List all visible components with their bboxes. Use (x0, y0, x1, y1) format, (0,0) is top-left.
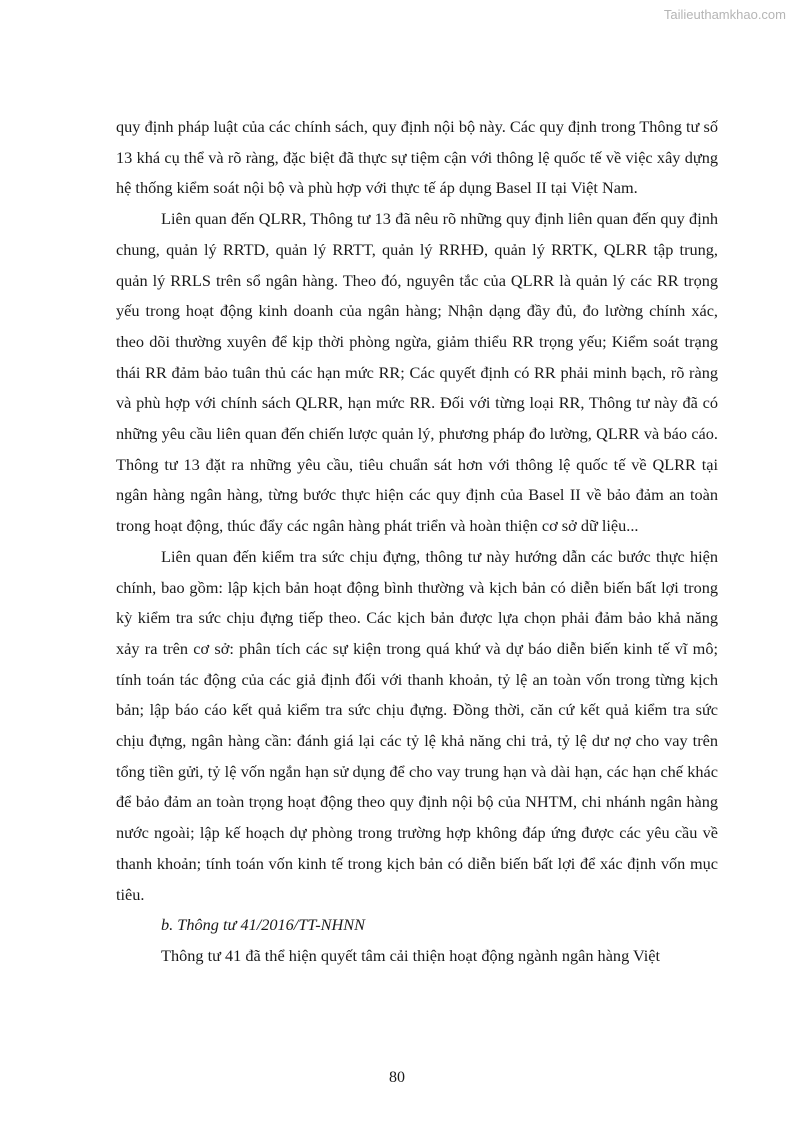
section-subheading: b. Thông tư 41/2016/TT-NHNN (161, 915, 365, 935)
watermark-text: Tailieuthamkhao.com (663, 7, 786, 22)
paragraph-4: Thông tư 41 đã thể hiện quyết tâm cải thiện hoạt động ngành ngân hàng Việt (161, 945, 661, 965)
paragraph-2: Liên quan đến QLRR, Thông tư 13 đã nêu rõ những quy định liên quan đến quy định chung, quản lý RRTD, quản lý RRTT, quản lý RRHĐ, quản lý RRTK, QLRR tập trung, quản lý RRLS trên sổ ngân hàng. Theo đó, nguyên tắc của QLRR là quản lý các RR trọng yếu trong hoạt động kinh doanh của ngân hàng; Nhận dạng đầy đủ, đo lường chính xác, theo dõi thường xuyên để kịp thời phòng ngừa, giảm thiểu RR trọng yếu; Kiểm soát trạng thái RR đảm bảo tuân thủ các hạn mức RR; Các quyết định có RR phải minh bạch, rõ ràng và phù hợp với chính sách QLRR, hạn mức RR. Đối với từng loại RR, Thông tư này đã có những yêu cầu liên quan đến chiến lược quản lý, phương pháp đo lường, QLRR và báo cáo. Thông tư 13 đặt ra những yêu cầu, tiêu chuẩn sát hơn với thông lệ quốc tế về QLRR tại ngân hàng ngân hàng, từng bước thực hiện các quy định của Basel II về bảo đảm an toàn trong hoạt động, thúc đẩy các ngân hàng phát triển và hoàn thiện cơ sở dữ liệu... (116, 209, 718, 536)
paragraph-1: quy định pháp luật của các chính sách, quy định nội bộ này. Các quy định trong Thông tư số 13 khá cụ thể và rõ ràng, đặc biệt đã thực sự tiệm cận với thông lệ quốc tế về việc xây dựng hệ thống kiểm soát nội bộ và phù hợp với thực tế áp dụng Basel II tại Việt Nam. (116, 117, 718, 198)
page-number: 80 (389, 1069, 405, 1086)
document-body (116, 112, 718, 972)
paragraph-3: Liên quan đến kiểm tra sức chịu đựng, thông tư này hướng dẫn các bước thực hiện chính, bao gồm: lập kịch bản hoạt động bình thường và kịch bản có diễn biến bất lợi trong kỳ kiểm tra sức chịu đựng tiếp theo. Các kịch bản được lựa chọn phải đảm bảo khả năng xảy ra trên cơ sở: phân tích các sự kiện trong quá khứ và dự báo diễn biến kinh tế vĩ mô; tính toán tác động của các giả định đối với thanh khoản, tỷ lệ an toàn vốn trong từng kịch bản; lập báo cáo kết quả kiểm tra sức chịu đựng. Đồng thời, căn cứ kết quả kiểm tra sức chịu đựng, ngân hàng cần: đánh giá lại các tỷ lệ khả năng chi trả, tỷ lệ dư nợ cho vay trên tổng tiền gửi, tỷ lệ vốn ngắn hạn sử dụng để cho vay trung hạn và dài hạn, các hạn chế khác để bảo đảm an toàn trọng hoạt động theo quy định nội bộ của NHTM, chi nhánh ngân hàng nước ngoài; lập kế hoạch dự phòng trong trường hợp không đáp ứng được các yêu cầu về thanh khoản; tính toán vốn kinh tế trong kịch bản có diễn biến bất lợi để xác định vốn mục tiêu. (116, 546, 718, 904)
